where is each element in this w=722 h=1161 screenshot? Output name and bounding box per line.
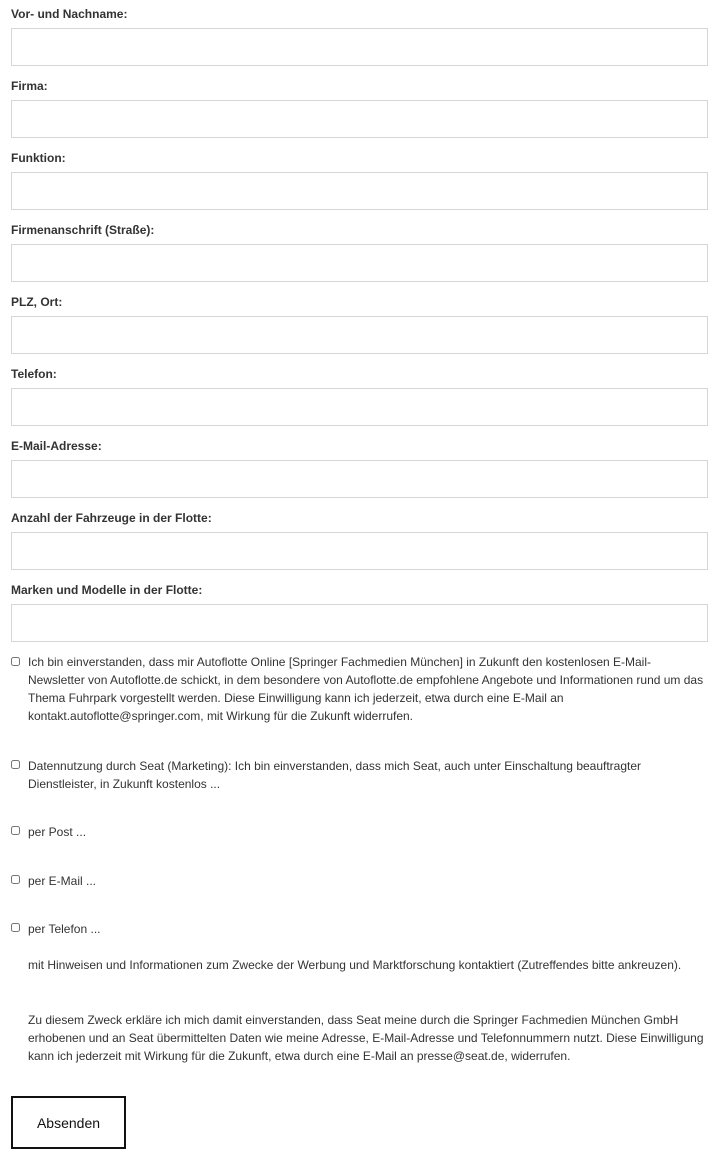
company-input[interactable] <box>11 100 708 138</box>
field-zip-city-label: PLZ, Ort: <box>11 295 63 309</box>
newsletter-checkbox[interactable] <box>11 657 20 666</box>
phone-consent-text: per Telefon ... <box>28 922 101 936</box>
seat-marketing-checkbox[interactable] <box>11 760 20 769</box>
field-street <box>11 216 708 288</box>
email-checkbox[interactable] <box>11 875 20 884</box>
field-fleet-count <box>11 504 708 576</box>
field-phone-label: Telefon: <box>11 367 57 381</box>
field-phone <box>11 360 708 432</box>
name-input[interactable] <box>11 28 708 66</box>
post-consent-text: per Post ... <box>28 825 87 839</box>
field-fleet-models <box>11 576 708 648</box>
field-fleet-count-label: Anzahl der Fahrzeuge in der Flotte: <box>11 511 212 525</box>
data-usage-text: Zu diesem Zweck erkläre ich mich damit einverstanden, dass Seat meine durch die Springer Fachmedien München GmbH erhobenen und an Seat übermittelten Daten wie meine Adresse, E-Mail-Adresse und Telefonnummern nutzt. Diese Einwilligung kann ich jederzeit mit Wirkung für die Zukunft, etwa durch eine E-Mail an presse@seat.de, widerrufen. <box>28 1013 704 1063</box>
field-name-label: Vor- und Nachname: <box>11 7 128 21</box>
contact-purpose-text: mit Hinweisen und Informationen zum Zwecke der Werbung und Marktforschung kontaktiert (Zutreffendes bitte ankreuzen). <box>28 958 682 972</box>
field-zip-city <box>11 288 708 360</box>
post-checkbox[interactable] <box>11 826 20 835</box>
field-street-label: Firmenanschrift (Straße): <box>11 223 155 237</box>
function-input[interactable] <box>11 172 708 210</box>
zip-city-input[interactable] <box>11 316 708 354</box>
contact-form <box>11 0 708 648</box>
phone-input[interactable] <box>11 388 708 426</box>
email-consent-text: per E-Mail ... <box>28 874 97 888</box>
field-function-label: Funktion: <box>11 151 66 165</box>
seat-marketing-consent-text: Datennutzung durch Seat (Marketing): Ich bin einverstanden, dass mich Seat, auch unter Einschaltung beauftragter Dienstleister, in Zukunft kostenlos ... <box>28 759 642 791</box>
field-company-label: Firma: <box>11 79 48 93</box>
email-input[interactable] <box>11 460 708 498</box>
fleet-count-input[interactable] <box>11 532 708 570</box>
field-email-label: E-Mail-Adresse: <box>11 439 102 453</box>
field-name <box>11 0 708 72</box>
street-input[interactable] <box>11 244 708 282</box>
field-fleet-models-label: Marken und Modelle in der Flotte: <box>11 583 203 597</box>
newsletter-consent-text: Ich bin einverstanden, dass mir Autoflotte Online [Springer Fachmedien München] in Zukunft den kostenlosen E-Mail-Newsletter von Autoflotte.de schickt, in dem besondere von Autoflotte.de empfohlene Angebote und Informationen rund um das Thema Fuhrpark vorgestellt werden. Diese Einwilligung kann ich jederzeit, etwa durch eine E-Mail an kontakt.autoflotte@springer.com, mit Wirkung für die Zukunft widerrufen. <box>28 655 704 723</box>
fleet-models-input[interactable] <box>11 604 708 642</box>
phone-checkbox[interactable] <box>11 923 20 932</box>
field-email <box>11 432 708 504</box>
field-company <box>11 72 708 144</box>
submit-button[interactable]: Absenden <box>11 1096 126 1149</box>
field-function <box>11 144 708 216</box>
